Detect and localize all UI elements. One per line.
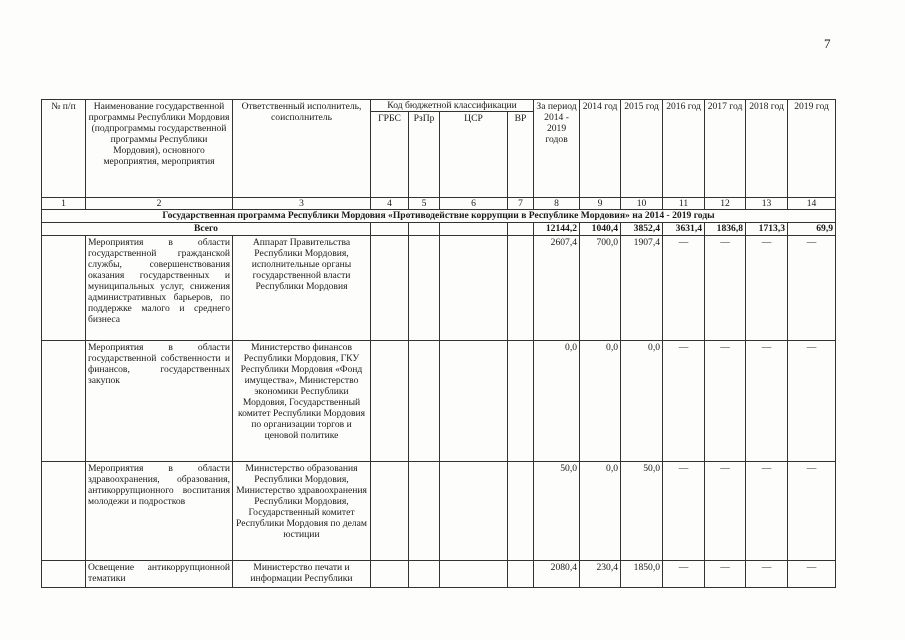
row-value: — bbox=[788, 236, 836, 341]
header-2017: 2017 год bbox=[705, 100, 746, 198]
row-name: Освещение антикоррупционной тематики bbox=[86, 561, 233, 588]
column-number: 9 bbox=[580, 198, 621, 210]
row-value: — bbox=[788, 561, 836, 588]
program-title: Государственная программа Республики Мордовия «Противодействие коррупции в Республике Мордовия» на 2014 - 2019 годы bbox=[42, 210, 836, 223]
header-2018: 2018 год bbox=[746, 100, 788, 198]
column-number: 13 bbox=[746, 198, 788, 210]
column-number: 12 bbox=[705, 198, 746, 210]
row-value: — bbox=[746, 462, 788, 561]
header-rzpr: РзПр bbox=[409, 112, 440, 198]
header-no: № п/п bbox=[42, 100, 86, 198]
column-number: 11 bbox=[663, 198, 705, 210]
row-value: — bbox=[705, 236, 746, 341]
row-name: Мероприятия в области государственной собственности и финансов, государственных закупок bbox=[86, 341, 233, 462]
table-row bbox=[42, 462, 836, 561]
column-number: 3 bbox=[233, 198, 371, 210]
header-2016: 2016 год bbox=[663, 100, 705, 198]
row-value: 50,0 bbox=[621, 462, 663, 561]
column-number: 2 bbox=[86, 198, 233, 210]
row-value: — bbox=[746, 236, 788, 341]
total-2017: 1836,8 bbox=[705, 223, 746, 236]
row-value: — bbox=[788, 462, 836, 561]
row-value: 1850,0 bbox=[621, 561, 663, 588]
row-value: — bbox=[788, 341, 836, 462]
row-value: — bbox=[746, 341, 788, 462]
row-value: 0,0 bbox=[621, 341, 663, 462]
column-number: 14 bbox=[788, 198, 836, 210]
row-value: — bbox=[705, 341, 746, 462]
column-number-row bbox=[42, 198, 836, 210]
column-number: 4 bbox=[371, 198, 409, 210]
row-value: — bbox=[663, 561, 705, 588]
row-value: — bbox=[663, 341, 705, 462]
header-2019: 2019 год bbox=[788, 100, 836, 198]
row-value: 0,0 bbox=[580, 462, 621, 561]
column-number: 6 bbox=[440, 198, 508, 210]
total-2018: 1713,3 bbox=[746, 223, 788, 236]
total-row bbox=[42, 223, 836, 236]
table-row bbox=[42, 236, 836, 341]
row-value: 50,0 bbox=[534, 462, 580, 561]
row-value: — bbox=[705, 462, 746, 561]
row-value: — bbox=[663, 236, 705, 341]
header-budget-code: Код бюджетной классификации bbox=[371, 100, 534, 112]
column-number: 5 bbox=[409, 198, 440, 210]
header-grbs: ГРБС bbox=[371, 112, 409, 198]
row-executor: Министерство образования Республики Мордовия, Министерство здравоохранения Республики Мордовия, Государственный комитет Республики Мордовия по делам юстиции bbox=[233, 462, 371, 561]
row-name: Мероприятия в области государственной гражданской службы, совершенствования оказания государственных и муниципальных услуг, снижения административных барьеров, по поддержке малого и среднего бизнеса bbox=[86, 236, 233, 341]
budget-table bbox=[41, 99, 836, 588]
row-value: 1907,4 bbox=[621, 236, 663, 341]
row-value: 0,0 bbox=[534, 341, 580, 462]
row-value: 2607,4 bbox=[534, 236, 580, 341]
header-name: Наименование государственной программы Республики Мордовия (подпрограммы государственной программы Республики Мордовия), основного мероприятия, мероприятия bbox=[86, 100, 233, 198]
row-value: 0,0 bbox=[580, 341, 621, 462]
row-executor: Министерство печати и информации Республики bbox=[233, 561, 371, 588]
header-2015: 2015 год bbox=[621, 100, 663, 198]
row-value: 700,0 bbox=[580, 236, 621, 341]
column-number: 1 bbox=[42, 198, 86, 210]
header-2014: 2014 год bbox=[580, 100, 621, 198]
total-2016: 3631,4 bbox=[663, 223, 705, 236]
row-value: — bbox=[746, 561, 788, 588]
page-number: 7 bbox=[824, 36, 831, 51]
column-number: 10 bbox=[621, 198, 663, 210]
row-value: 2080,4 bbox=[534, 561, 580, 588]
row-executor: Аппарат Правительства Республики Мордовия, исполнительные органы государственной власти Республики Мордовия bbox=[233, 236, 371, 341]
total-2015: 3852,4 bbox=[621, 223, 663, 236]
row-value: 230,4 bbox=[580, 561, 621, 588]
row-value: — bbox=[663, 462, 705, 561]
total-period: 12144,2 bbox=[534, 223, 580, 236]
program-title-row bbox=[42, 210, 836, 223]
header-period: За период 2014 - 2019 годов bbox=[534, 100, 580, 198]
table-row bbox=[42, 561, 836, 588]
header-vr: ВР bbox=[508, 112, 534, 198]
header-csr: ЦСР bbox=[440, 112, 508, 198]
table-row bbox=[42, 341, 836, 462]
row-value: — bbox=[705, 561, 746, 588]
header-executor: Ответственный исполнитель, соисполнитель bbox=[233, 100, 371, 198]
row-executor: Министерство финансов Республики Мордовия, ГКУ Республики Мордовия «Фонд имущества», Министерство экономики Республики Мордовия, Государственный комитет Республики Мордовия по организации торгов и ценовой политике bbox=[233, 341, 371, 462]
row-name: Мероприятия в области здравоохранения, образования, антикоррупционного воспитания молодежи и подростков bbox=[86, 462, 233, 561]
total-2019: 69,9 bbox=[788, 223, 836, 236]
column-number: 8 bbox=[534, 198, 580, 210]
column-number: 7 bbox=[508, 198, 534, 210]
header-row bbox=[42, 100, 836, 112]
total-2014: 1040,4 bbox=[580, 223, 621, 236]
total-label: Всего bbox=[42, 223, 371, 236]
